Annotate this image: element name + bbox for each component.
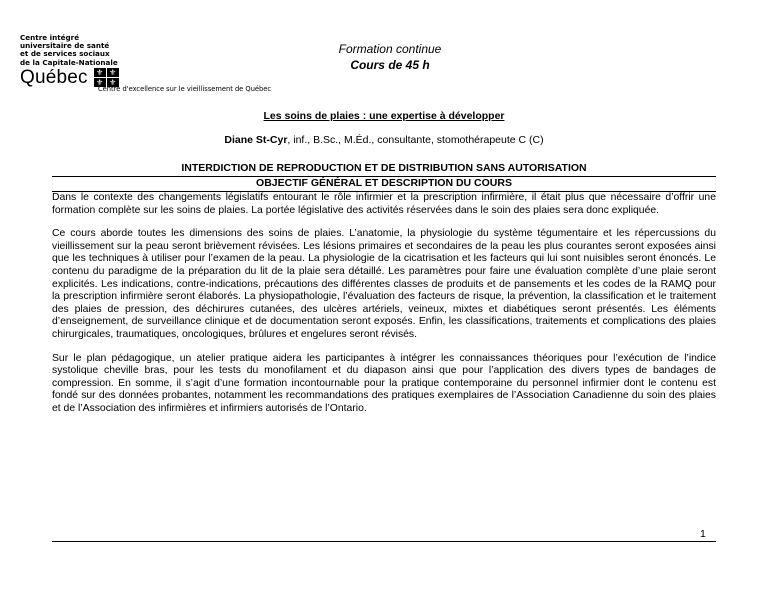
course-header bbox=[300, 41, 480, 73]
section-title: OBJECTIF GÉNÉRAL ET DESCRIPTION DU COURS bbox=[256, 177, 512, 189]
fleur-de-lis-flag-icon: ⚜ ⚜ ⚜ ⚜ bbox=[94, 68, 119, 87]
formation-label: Formation continue bbox=[338, 42, 442, 56]
paragraph: Dans le contexte des changements législatifs entourant le rôle infirmier et la prescription infirmière, il était plus que nécessaire d’offrir une formation complète sur les soins de plaies. La portée législative des activités réservées dans le soin des plaies sera donc expliquée. bbox=[52, 192, 716, 216]
author-credentials: , inf., B.Sc., M.Éd., consultante, stomothérapeute C (C) bbox=[287, 134, 544, 146]
course-duration: Cours de 45 h bbox=[350, 58, 430, 72]
organization-logo bbox=[20, 34, 220, 88]
footer-divider bbox=[52, 541, 716, 542]
author-line bbox=[0, 134, 768, 146]
org-line: et de services sociaux bbox=[20, 49, 110, 59]
organization-name bbox=[20, 34, 220, 67]
centre-excellence-label: Centre d'excellence sur le vieillissement de Québec bbox=[98, 85, 272, 93]
org-line: universitaire de santé bbox=[20, 41, 110, 51]
paragraph: Sur le plan pédagogique, un atelier pratique aidera les participantes à intégrer les connaissances théoriques pour l’exécution de l’indice systolique cheville bras, pour les tests du monofilament et du diapason ainsi que pour l’application des divers types de bandages de compression. En somme, il s’agit d’une formation incontournable pour la pratique contemporaine du personnel infirmier dont le contenu est fondé sur des données probantes, notamment les recommandations des pratiques exemplaires de l’Association Canadienne du soin des plaies et de l’Association des infirmières et infirmiers autorisés de l’Ontario. bbox=[52, 352, 716, 414]
page-number: 1 bbox=[700, 528, 706, 540]
paragraph: Ce cours aborde toutes les dimensions des soins de plaies. L’anatomie, la physiologie du système tégumentaire et les répercussions du vieillissement sur la peau seront brièvement révisées. Les lésions primaires et secondaires de la peau les plus courantes seront exposées ainsi que les techniques à utiliser pour l’examen de la peau. La physiologie de la cicatrisation et les facteurs qui lui sont nuisibles seront énoncés. Le contenu du paradigme de la préparation du lit de la plaie sera détaillé. Les paramètres pour faire une évaluation complète d’une plaie seront explicités. Les indications, contre-indications, précautions des différentes classes de produits et de pansements et les codes de la RAMQ pour la prescription infirmière seront élaborés. La physiopathologie, l’évaluation des facteurs de risque, la prévention, la classification et le traitement des plaies de pression, des déchirures cutanées, des ulcères artériels, veineux, mixtes et diabétiques seront présentés. Les éléments d’enseignement, de surveillance clinique et de documentation seront exposés. Enfin, les classifications, traitements et complications des plaies chirurgicales, traumatiques, oncologiques, brûlures et engelures seront révisés. bbox=[52, 228, 716, 340]
quebec-text: Québec bbox=[20, 66, 88, 88]
org-line: de la Capitale-Nationale bbox=[20, 57, 118, 67]
course-description bbox=[52, 192, 716, 427]
reproduction-notice: INTERDICTION DE REPRODUCTION ET DE DISTRIBUTION SANS AUTORISATION bbox=[181, 162, 587, 174]
org-line: Centre intégré bbox=[20, 33, 80, 42]
author-name: Diane St-Cyr bbox=[224, 134, 288, 146]
course-title: Les soins de plaies : une expertise à développer bbox=[263, 110, 505, 122]
